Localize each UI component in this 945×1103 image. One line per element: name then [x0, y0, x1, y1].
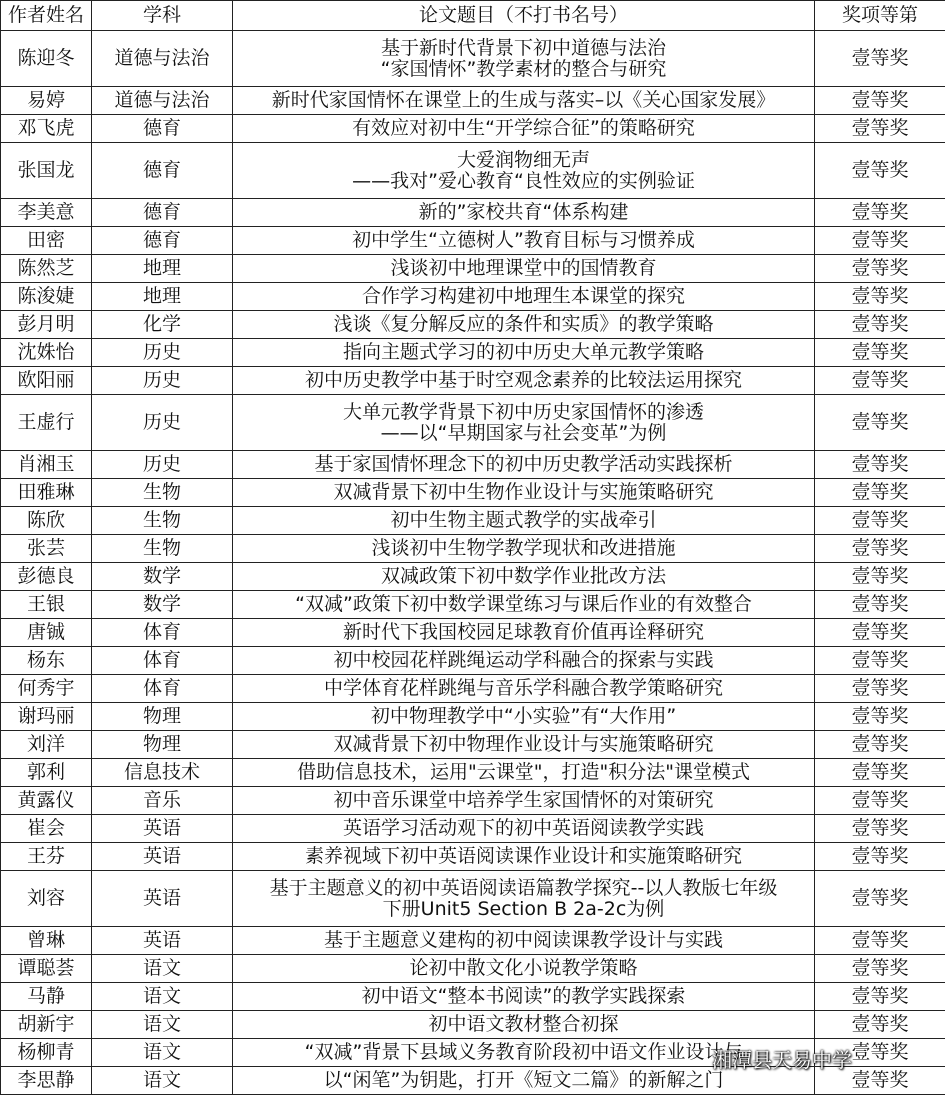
- table-row: [1, 367, 945, 395]
- title-cell: [233, 87, 815, 115]
- title-line: 初中语文教材整合初探: [428, 1013, 619, 1035]
- title-line: “家国情怀”教学素材的整合与研究: [380, 57, 667, 80]
- author-cell: 陈欣: [1, 507, 92, 535]
- award-cell: 壹等奖: [815, 535, 945, 563]
- title-cell: [233, 675, 815, 703]
- subject-cell: 语文: [92, 955, 233, 983]
- award-cell: 壹等奖: [815, 787, 945, 815]
- title-line: 借助信息技术，运用"云课堂"，打造"积分法"课堂模式: [297, 761, 750, 783]
- title-cell: [233, 143, 815, 199]
- table-row: [1, 927, 945, 955]
- subject-cell: 德育: [92, 199, 233, 227]
- subject-cell: 德育: [92, 143, 233, 199]
- author-cell: 谭聪荟: [1, 955, 92, 983]
- title-cell: [233, 451, 815, 479]
- subject-cell: 生物: [92, 479, 233, 507]
- award-cell: 壹等奖: [815, 339, 945, 367]
- subject-cell: 道德与法治: [92, 87, 233, 115]
- author-cell: 彭月明: [1, 311, 92, 339]
- title-line: 合作学习构建初中地理生本课堂的探究: [361, 285, 685, 307]
- title-line: ——以“早期国家与社会变革”为例: [380, 421, 667, 444]
- title-line: 大爱润物细无声: [456, 148, 590, 171]
- watermark: 湘潭县天易中学: [712, 1048, 852, 1072]
- subject-cell: 历史: [92, 367, 233, 395]
- table-row: [1, 199, 945, 227]
- table-row: [1, 787, 945, 815]
- award-cell: 壹等奖: [815, 815, 945, 843]
- subject-cell: 物理: [92, 703, 233, 731]
- title-cell: [233, 199, 815, 227]
- title-line: 浅谈《复分解反应的条件和实质》的教学策略: [333, 313, 714, 335]
- header-subject: 学科: [92, 1, 233, 31]
- subject-cell: 生物: [92, 535, 233, 563]
- title-line: 指向主题式学习的初中历史大单元教学策略: [342, 341, 704, 363]
- title-line: 基于主题意义的初中英语阅读语篇教学探究--以人教版七年级: [269, 876, 778, 899]
- header-award: 奖项等第: [815, 1, 945, 31]
- table-row: [1, 87, 945, 115]
- subject-cell: 英语: [92, 843, 233, 871]
- title-cell: [233, 703, 815, 731]
- author-cell: 郭利: [1, 759, 92, 787]
- table-row: [1, 759, 945, 787]
- table-row: [1, 255, 945, 283]
- author-cell: 杨柳青: [1, 1039, 92, 1067]
- award-cell: 壹等奖: [815, 1067, 945, 1095]
- author-cell: 田密: [1, 227, 92, 255]
- subject-cell: 英语: [92, 927, 233, 955]
- subject-cell: 历史: [92, 451, 233, 479]
- table-row: [1, 815, 945, 843]
- title-line: 基于主题意义建构的初中阅读课教学设计与实践: [323, 929, 723, 951]
- award-cell: 壹等奖: [815, 283, 945, 311]
- award-cell: 壹等奖: [815, 619, 945, 647]
- title-cell: [233, 535, 815, 563]
- award-cell: 壹等奖: [815, 451, 945, 479]
- award-cell: 壹等奖: [815, 927, 945, 955]
- author-cell: 马静: [1, 983, 92, 1011]
- award-cell: 壹等奖: [815, 759, 945, 787]
- subject-cell: 语文: [92, 1011, 233, 1039]
- author-cell: 田雅琳: [1, 479, 92, 507]
- author-cell: 邓飞虎: [1, 115, 92, 143]
- title-line: 初中音乐课堂中培养学生家国情怀的对策研究: [333, 789, 714, 811]
- award-cell: 壹等奖: [815, 1011, 945, 1039]
- title-cell: [233, 31, 815, 87]
- author-cell: 欧阳丽: [1, 367, 92, 395]
- award-cell: 壹等奖: [815, 591, 945, 619]
- author-cell: 何秀宇: [1, 675, 92, 703]
- title-line: 浅谈初中地理课堂中的国情教育: [390, 257, 657, 279]
- award-cell: 壹等奖: [815, 983, 945, 1011]
- title-line: 有效应对初中生“开学综合征”的策略研究: [352, 117, 695, 139]
- header-author: 作者姓名: [1, 1, 92, 31]
- title-line: 中学体育花样跳绳与音乐学科融合教学策略研究: [323, 677, 723, 699]
- award-cell: 壹等奖: [815, 255, 945, 283]
- table-row: [1, 1011, 945, 1039]
- table-row: [1, 675, 945, 703]
- award-cell: 壹等奖: [815, 115, 945, 143]
- table-body: [1, 1, 945, 1095]
- table-row: [1, 619, 945, 647]
- title-cell: [233, 283, 815, 311]
- author-cell: 黄露仪: [1, 787, 92, 815]
- award-cell: 壹等奖: [815, 731, 945, 759]
- subject-cell: 地理: [92, 283, 233, 311]
- award-cell: 壹等奖: [815, 563, 945, 591]
- title-cell: [233, 227, 815, 255]
- title-cell: [233, 115, 815, 143]
- table-row: [1, 311, 945, 339]
- title-cell: [233, 871, 815, 927]
- title-cell: [233, 983, 815, 1011]
- subject-cell: 语文: [92, 983, 233, 1011]
- title-cell: [233, 563, 815, 591]
- title-cell: [233, 367, 815, 395]
- title-cell: [233, 759, 815, 787]
- subject-cell: 英语: [92, 871, 233, 927]
- title-cell: [233, 927, 815, 955]
- author-cell: 王虚行: [1, 395, 92, 451]
- author-cell: 唐铖: [1, 619, 92, 647]
- award-cell: 壹等奖: [815, 507, 945, 535]
- subject-cell: 语文: [92, 1039, 233, 1067]
- title-line: “双减”政策下初中数学课堂练习与课后作业的有效整合: [295, 593, 752, 615]
- header-title: 论文题目（不打书名号）: [233, 1, 815, 31]
- title-line: 新时代下我国校园足球教育价值再诠释研究: [342, 621, 704, 643]
- author-cell: 沈姝怡: [1, 339, 92, 367]
- title-line: 新的”家校共育“体系构建: [418, 201, 629, 223]
- title-line: 双减背景下初中物理作业设计与实施策略研究: [333, 733, 714, 755]
- table-row: [1, 115, 945, 143]
- subject-cell: 德育: [92, 227, 233, 255]
- award-cell: 壹等奖: [815, 87, 945, 115]
- table-row: [1, 535, 945, 563]
- award-cell: 壹等奖: [815, 395, 945, 451]
- table-row: [1, 955, 945, 983]
- author-cell: 胡新宇: [1, 1011, 92, 1039]
- award-cell: 壹等奖: [815, 479, 945, 507]
- award-cell: 壹等奖: [815, 843, 945, 871]
- table-row: [1, 703, 945, 731]
- title-line: 初中学生“立德树人”教育目标与习惯养成: [352, 229, 695, 251]
- table-row: [1, 591, 945, 619]
- table-row: [1, 871, 945, 927]
- table-row: [1, 563, 945, 591]
- author-cell: 曾琳: [1, 927, 92, 955]
- subject-cell: 道德与法治: [92, 31, 233, 87]
- title-cell: [233, 591, 815, 619]
- subject-cell: 信息技术: [92, 759, 233, 787]
- title-cell: [233, 619, 815, 647]
- subject-cell: 体育: [92, 619, 233, 647]
- table-row: [1, 843, 945, 871]
- award-cell: 壹等奖: [815, 647, 945, 675]
- title-cell: [233, 311, 815, 339]
- title-line: 初中物理教学中“小实验”有“大作用”: [370, 705, 677, 727]
- award-cell: 壹等奖: [815, 31, 945, 87]
- author-cell: 崔会: [1, 815, 92, 843]
- award-cell: 壹等奖: [815, 367, 945, 395]
- author-cell: 陈然芝: [1, 255, 92, 283]
- award-cell: 壹等奖: [815, 703, 945, 731]
- award-cell: 壹等奖: [815, 143, 945, 199]
- author-cell: 彭德良: [1, 563, 92, 591]
- title-line: 初中生物主题式教学的实战牵引: [390, 509, 657, 531]
- title-line: 初中校园花样跳绳运动学科融合的探索与实践: [333, 649, 714, 671]
- table-row: [1, 339, 945, 367]
- title-line: 基于新时代背景下初中道德与法治: [380, 36, 666, 59]
- header-row: [1, 1, 945, 31]
- subject-cell: 化学: [92, 311, 233, 339]
- author-cell: 王银: [1, 591, 92, 619]
- title-cell: [233, 731, 815, 759]
- table-row: [1, 647, 945, 675]
- title-line: 初中历史教学中基于时空观念素养的比较法运用探究: [304, 369, 742, 391]
- title-cell: [233, 647, 815, 675]
- table-row: [1, 451, 945, 479]
- author-cell: 刘洋: [1, 731, 92, 759]
- title-cell: [233, 815, 815, 843]
- author-cell: 李美意: [1, 199, 92, 227]
- award-cell: 壹等奖: [815, 871, 945, 927]
- title-line: 双减背景下初中生物作业设计与实施策略研究: [333, 481, 714, 503]
- table-row: [1, 479, 945, 507]
- title-line: 英语学习活动观下的初中英语阅读教学实践: [342, 817, 704, 839]
- table-row: [1, 283, 945, 311]
- author-cell: 刘容: [1, 871, 92, 927]
- title-cell: [233, 339, 815, 367]
- title-line: ——我对”爱心教育“良性效应的实例验证: [352, 169, 695, 192]
- award-cell: 壹等奖: [815, 675, 945, 703]
- award-cell: 壹等奖: [815, 227, 945, 255]
- table-row: [1, 731, 945, 759]
- title-line: 初中语文“整本书阅读”的教学实践探索: [361, 985, 686, 1007]
- author-cell: 陈浚婕: [1, 283, 92, 311]
- title-cell: [233, 1011, 815, 1039]
- author-cell: 张芸: [1, 535, 92, 563]
- subject-cell: 音乐: [92, 787, 233, 815]
- award-cell: 壹等奖: [815, 311, 945, 339]
- title-cell: [233, 479, 815, 507]
- table-row: [1, 983, 945, 1011]
- subject-cell: 物理: [92, 731, 233, 759]
- table-row: [1, 507, 945, 535]
- subject-cell: 数学: [92, 563, 233, 591]
- author-cell: 陈迎冬: [1, 31, 92, 87]
- title-line: 大单元教学背景下初中历史家国情怀的渗透: [342, 400, 704, 423]
- subject-cell: 历史: [92, 395, 233, 451]
- title-line: “双减”背景下县域义务教育阶段初中语文作业设计与: [304, 1041, 743, 1063]
- title-cell: [233, 787, 815, 815]
- table-row: [1, 395, 945, 451]
- title-cell: [233, 955, 815, 983]
- title-line: 素养视域下初中英语阅读课作业设计和实施策略研究: [304, 845, 742, 867]
- title-line: 论初中散文化小说教学策略: [409, 957, 638, 979]
- subject-cell: 历史: [92, 339, 233, 367]
- title-cell: [233, 843, 815, 871]
- author-cell: 杨东: [1, 647, 92, 675]
- title-line: 下册Unit5 Section B 2a-2c为例: [382, 897, 665, 920]
- title-cell: [233, 507, 815, 535]
- title-line: 新时代家国情怀在课堂上的生成与落实–以《关心国家发展》: [271, 89, 776, 111]
- title-cell: [233, 255, 815, 283]
- table-row: [1, 31, 945, 87]
- subject-cell: 体育: [92, 675, 233, 703]
- title-line: 基于家国情怀理念下的初中历史教学活动实践探析: [314, 453, 733, 475]
- author-cell: 王芬: [1, 843, 92, 871]
- author-cell: 易婷: [1, 87, 92, 115]
- subject-cell: 数学: [92, 591, 233, 619]
- subject-cell: 生物: [92, 507, 233, 535]
- author-cell: 李思静: [1, 1067, 92, 1095]
- title-cell: [233, 395, 815, 451]
- author-cell: 张国龙: [1, 143, 92, 199]
- subject-cell: 地理: [92, 255, 233, 283]
- title-line: 双减政策下初中数学作业批改方法: [380, 565, 666, 587]
- title-line: 浅谈初中生物学教学现状和改进措施: [371, 537, 676, 559]
- subject-cell: 德育: [92, 115, 233, 143]
- subject-cell: 语文: [92, 1067, 233, 1095]
- award-cell: 壹等奖: [815, 955, 945, 983]
- table-row: [1, 143, 945, 199]
- award-cell: 壹等奖: [815, 199, 945, 227]
- title-line: 以“闲笔”为钥匙，打开《短文二篇》的新解之门: [323, 1069, 724, 1091]
- award-cell: 壹等奖: [815, 1039, 945, 1067]
- subject-cell: 体育: [92, 647, 233, 675]
- subject-cell: 英语: [92, 815, 233, 843]
- author-cell: 谢玛丽: [1, 703, 92, 731]
- author-cell: 肖湘玉: [1, 451, 92, 479]
- table-row: [1, 227, 945, 255]
